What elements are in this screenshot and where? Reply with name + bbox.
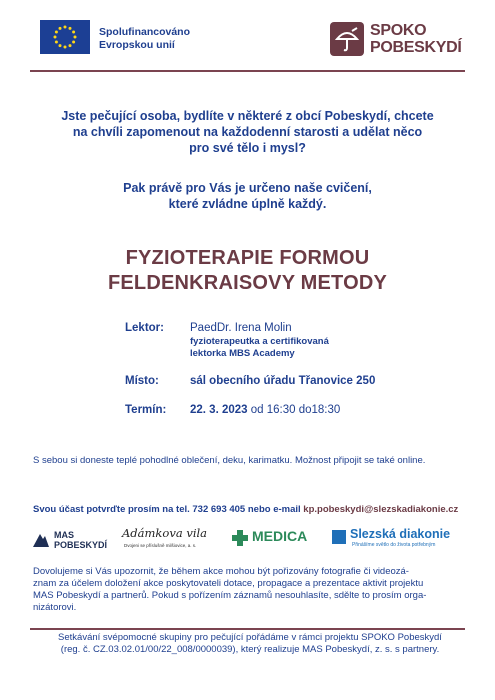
title-line2: FELDENKRAISOVY METODY [107,272,388,294]
spoko-line2: POBESKYDÍ [370,39,462,56]
photo-notice-line4: nizátorovi. [33,602,77,613]
intro-line1: Jste pečující osoba, bydlíte v některé z obcí Pobeskydí, chcete [61,109,434,123]
intro-line2: na chvíli zapomenout na každodenní starosti a udělat něco [72,125,423,139]
footer-line1: Setkávání svépomocné skupiny pro pečující pořádáme v rámci projektu SPOKO Pobeskydí [58,632,442,643]
lektor-role-line1: fyzioterapeutka a certifikovaná [190,336,329,347]
intro-offer [25,180,470,212]
intro-line4: Pak právě pro Vás je určeno naše cvičení, [123,181,372,195]
lektor-label: Lektor: [125,322,164,334]
title-line1: FYZIOTERAPIE FORMOU [125,247,370,269]
mas-wordmark [54,530,107,550]
vila-wordmark: Adámkova vila [122,526,208,540]
page-title [25,246,470,296]
eu-cofinanced-text [99,26,190,52]
photo-notice [33,566,468,614]
lektor-role [190,336,370,360]
eu-text-line2: Evropskou unií [99,39,175,51]
bring-note: S sebou si doneste teplé pohodlné oblečení, deku, karimatku. Možnost připojit se také online. [33,455,426,466]
umbrella-icon [330,22,364,56]
diakonie-tagline: Přinášíme světlo do života potřebným [352,542,436,548]
mas-pobeskydi-logo [32,522,112,558]
footer-line2: (reg. č. CZ.03.02.01/00/22_008/0000039), který realizuje MAS Pobeskydí, z. s. s partnery. [60,644,440,655]
mas-line1: MAS [54,530,74,540]
slezska-diakonie-logo [332,522,472,558]
medical-cross-icon [232,530,248,546]
partner-logos [30,522,470,558]
photo-notice-line1: Dovolujeme si Vás upozornit, že během akce mohou být pořizovány fotografie či videozá- [33,566,409,577]
mas-line2: POBESKYDÍ [54,540,108,550]
termin-label: Termín: [125,404,167,416]
medica-logo [232,522,332,558]
registration-text: Svou účast potvrďte prosím na tel. 732 693 405 nebo e-mail [33,504,304,515]
intro-line3: pro své tělo i mysl? [189,141,306,155]
lektor-role-line2: lektorka MBS Academy [190,348,295,359]
spoko-wordmark [370,22,462,56]
termin-time: od 16:30 do18:30 [247,404,341,416]
footer-divider [30,628,465,630]
header-divider [30,70,465,72]
termin-date: 22. 3. 2023 [190,404,248,416]
vila-tagline: Dvojeni se příslušně milšiovice, a. s. [124,543,197,548]
diakonie-mark-icon [332,530,346,544]
mas-mountain-icon [32,530,50,548]
eu-flag-icon [40,20,90,54]
intro-line5: které zvládne úplně každý. [168,197,327,211]
registration-email[interactable]: kp.pobeskydi@slezskadiakonie.cz [303,504,459,515]
registration-note [33,504,458,515]
eu-text-line1: Spolufinancováno [99,26,191,38]
photo-notice-line2: znam za účelem doložení akce poskytovateli dotace, propagace a prezentace aktivit projektu [33,578,424,589]
diakonie-wordmark: Slezská diakonie [350,527,451,541]
medica-wordmark: MEDICA [252,528,308,544]
spoko-logo [330,20,468,60]
misto-value: sál obecního úřadu Třanovice 250 [190,375,376,387]
misto-label: Místo: [125,375,159,387]
photo-notice-line3: MAS Pobeskydí a partnerů. Pokud s pořízením záznamů nesouhlasíte, sdělte to prosím orga- [33,590,427,601]
termin-value [190,404,340,416]
footer-note [30,632,470,656]
spoko-line1: SPOKO [370,22,427,39]
lektor-name: PaedDr. Irena Molin [190,322,292,334]
adamkova-vila-logo [122,522,222,558]
intro-question [25,108,470,156]
